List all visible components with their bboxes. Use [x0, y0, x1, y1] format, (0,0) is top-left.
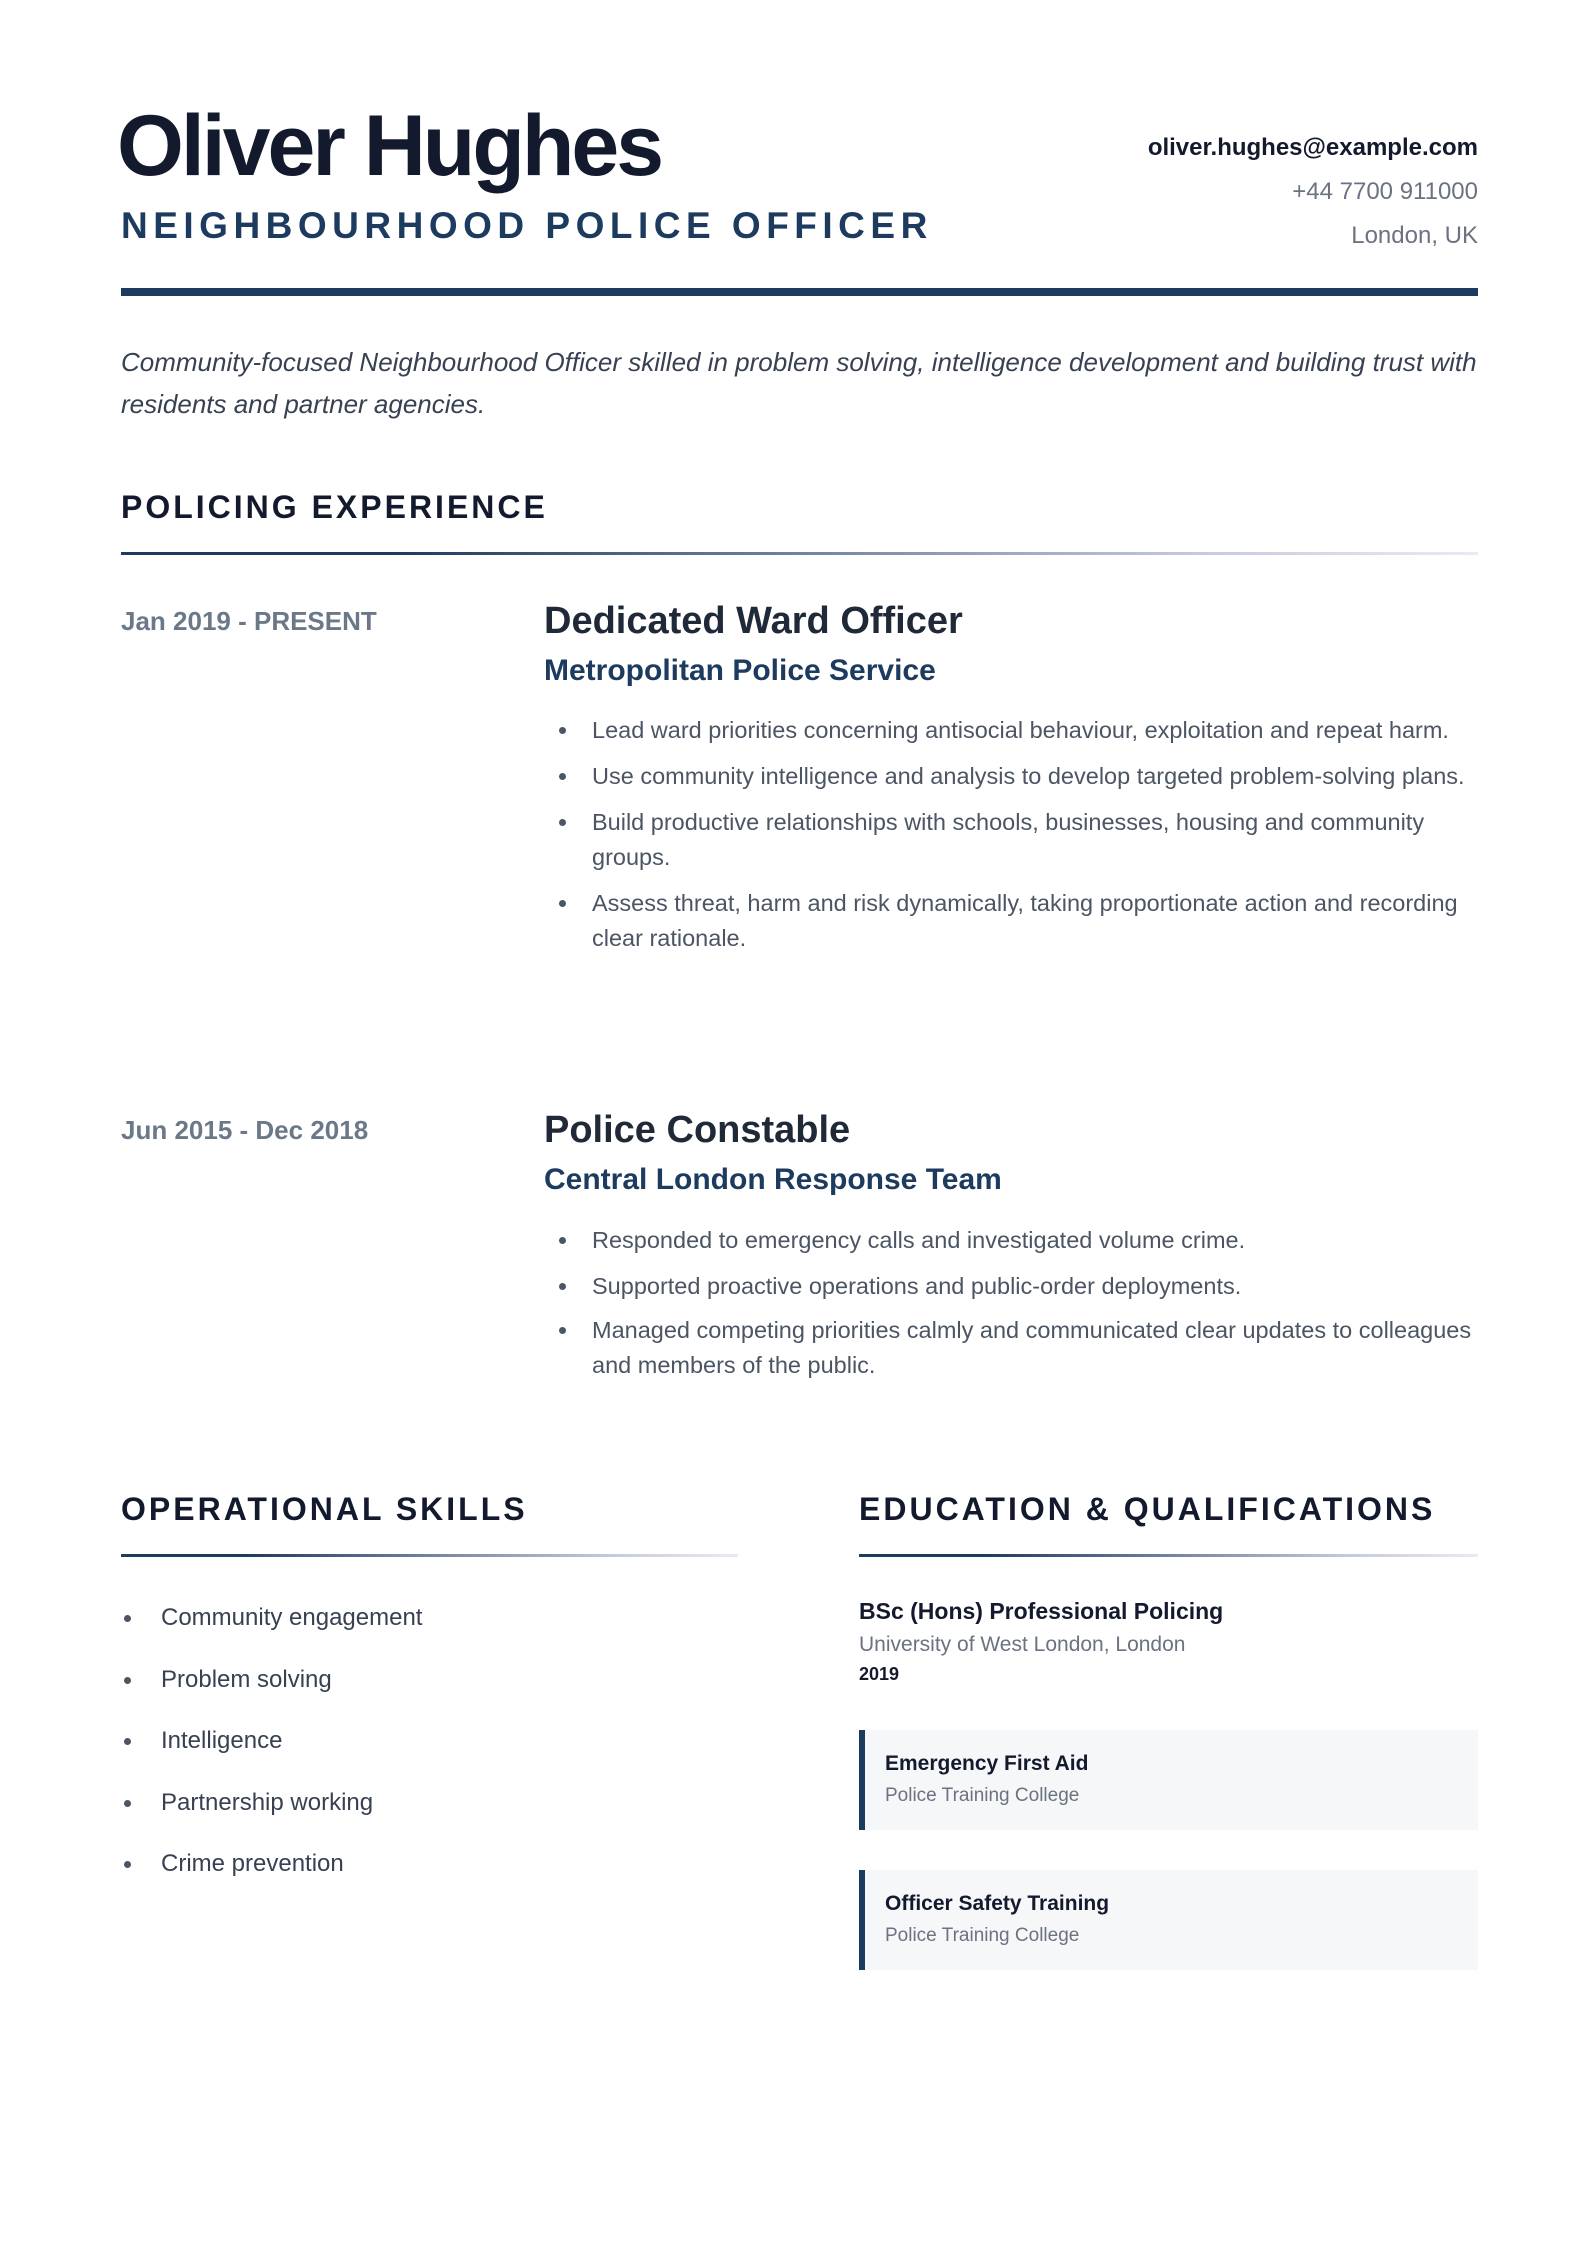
job-dates: Jan 2019 - PRESENT [121, 606, 377, 636]
bullet-icon [559, 773, 566, 780]
responsibility-item: Responded to emergency calls and investigated volume crime. [544, 1223, 1478, 1258]
certification-issuer: Police Training College [885, 1925, 1080, 1946]
candidate-name: Oliver Hughes [117, 98, 662, 194]
bullet-icon [124, 1615, 131, 1622]
job-organisation: Metropolitan Police Service [544, 654, 936, 687]
bullet-icon [559, 819, 566, 826]
experience-section-divider [121, 552, 1478, 555]
responsibility-item: Use community intelligence and analysis to develop targeted problem-solving plans. [544, 759, 1478, 794]
skills-list [121, 1600, 741, 1908]
degree-title: BSc (Hons) Professional Policing [859, 1598, 1224, 1624]
certification-card [859, 1870, 1478, 1970]
contact-phone: +44 7700 911000 [1292, 178, 1478, 205]
responsibility-item: Assess threat, harm and risk dynamically, taking proportionate action and recording clear rationale. [544, 886, 1478, 956]
certification-issuer: Police Training College [885, 1785, 1080, 1806]
certification-card [859, 1730, 1478, 1830]
experience-section-title: POLICING EXPERIENCE [121, 489, 548, 525]
bullet-icon [559, 1327, 566, 1334]
bullet-icon [124, 1738, 131, 1745]
bullet-icon [124, 1677, 131, 1684]
bullet-icon [559, 1237, 566, 1244]
skill-item: Problem solving [121, 1662, 741, 1724]
skills-section-title: OPERATIONAL SKILLS [121, 1491, 528, 1527]
skills-section-divider [121, 1554, 738, 1557]
certification-name: Officer Safety Training [885, 1892, 1110, 1915]
resume-header [117, 96, 1478, 296]
responsibility-item: Lead ward priorities concerning antisocial behaviour, exploitation and repeat harm. [544, 713, 1478, 748]
degree-year: 2019 [859, 1664, 900, 1684]
job-dates: Jun 2015 - Dec 2018 [121, 1115, 369, 1145]
responsibility-item: Supported proactive operations and public-order deployments. [544, 1269, 1478, 1304]
bullet-icon [124, 1861, 131, 1868]
certification-name: Emergency First Aid [885, 1752, 1089, 1775]
responsibility-item: Build productive relationships with schools, businesses, housing and community groups. [544, 805, 1478, 875]
job-title: Police Constable [544, 1109, 851, 1151]
job-responsibilities [544, 1223, 1478, 1394]
skill-item: Intelligence [121, 1723, 741, 1785]
job-responsibilities [544, 713, 1478, 967]
contact-info [1148, 126, 1478, 258]
education-section-divider [859, 1554, 1478, 1557]
responsibility-item: Managed competing priorities calmly and communicated clear updates to colleagues and members of the public. [544, 1313, 1478, 1383]
candidate-role: NEIGHBOURHOOD POLICE OFFICER [121, 205, 933, 246]
bullet-icon [559, 727, 566, 734]
contact-email: oliver.hughes@example.com [1147, 134, 1478, 161]
header-divider [121, 288, 1478, 296]
profile-summary: Community-focused Neighbourhood Officer skilled in problem solving, intelligence development and building trust with residents and partner agencies. [121, 347, 1477, 419]
bullet-icon [559, 1283, 566, 1290]
bullet-icon [559, 900, 566, 907]
job-title: Dedicated Ward Officer [544, 600, 963, 642]
contact-location: London, UK [1351, 222, 1478, 249]
bullet-icon [124, 1800, 131, 1807]
job-organisation: Central London Response Team [544, 1163, 1002, 1196]
skill-item: Community engagement [121, 1600, 741, 1662]
degree-institution: University of West London, London [859, 1633, 1186, 1656]
skill-item: Crime prevention [121, 1846, 741, 1908]
skill-item: Partnership working [121, 1785, 741, 1847]
education-section-title: EDUCATION & QUALIFICATIONS [859, 1491, 1436, 1527]
